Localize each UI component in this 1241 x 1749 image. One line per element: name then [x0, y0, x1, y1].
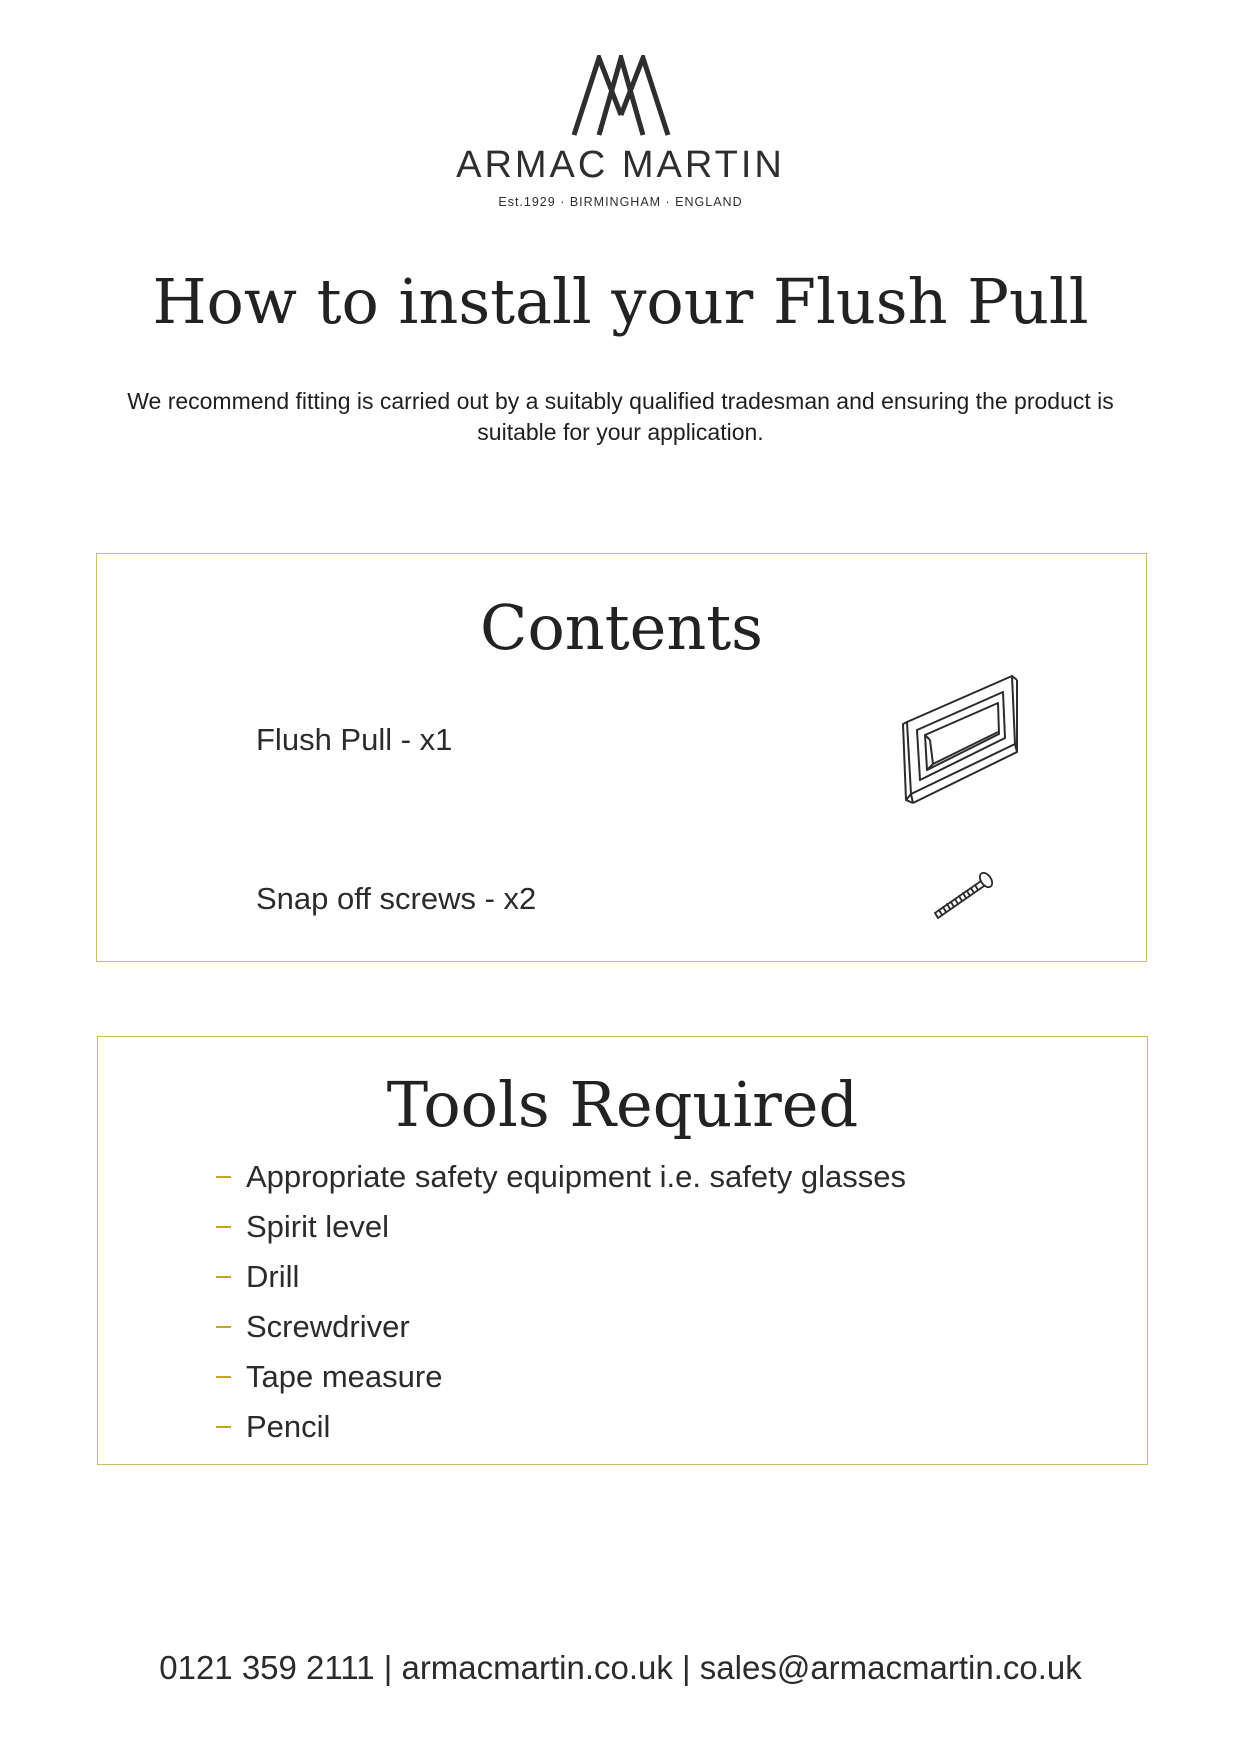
content-item-snap-off-screws: Snap off screws - x2 [256, 881, 537, 916]
armac-martin-monogram-icon [566, 55, 676, 137]
list-item: Appropriate safety equipment i.e. safety glasses [216, 1152, 906, 1202]
dash-bullet-icon [216, 1326, 231, 1328]
list-item: Screwdriver [216, 1302, 906, 1352]
list-item: Spirit level [216, 1202, 906, 1252]
dash-bullet-icon [216, 1226, 231, 1228]
brand-name: ARMAC MARTIN [456, 144, 785, 186]
page-title: How to install your Flush Pull [152, 265, 1089, 338]
tools-panel [97, 1036, 1148, 1465]
brand-tagline: Est.1929 · BIRMINGHAM · ENGLAND [498, 195, 743, 209]
content-item-flush-pull: Flush Pull - x1 [256, 722, 453, 757]
intro-text: We recommend fitting is carried out by a suitably qualified tradesman and ensuring the product is suitable for your application. [127, 388, 1114, 445]
list-item: Drill [216, 1252, 906, 1302]
dash-bullet-icon [216, 1426, 231, 1428]
brand-logo [0, 55, 1241, 209]
screw-illustration-icon [929, 867, 999, 927]
tools-list [216, 1152, 906, 1452]
contents-panel [96, 553, 1147, 962]
contents-title: Contents [480, 591, 763, 664]
dash-bullet-icon [216, 1376, 231, 1378]
footer-contact: 0121 359 2111 | armacmartin.co.uk | sales@armacmartin.co.uk [159, 1649, 1082, 1686]
dash-bullet-icon [216, 1176, 231, 1178]
list-item: Pencil [216, 1402, 906, 1452]
tools-title: Tools Required [386, 1068, 859, 1141]
flush-pull-illustration-icon [897, 672, 1027, 812]
dash-bullet-icon [216, 1276, 231, 1278]
list-item: Tape measure [216, 1352, 906, 1402]
